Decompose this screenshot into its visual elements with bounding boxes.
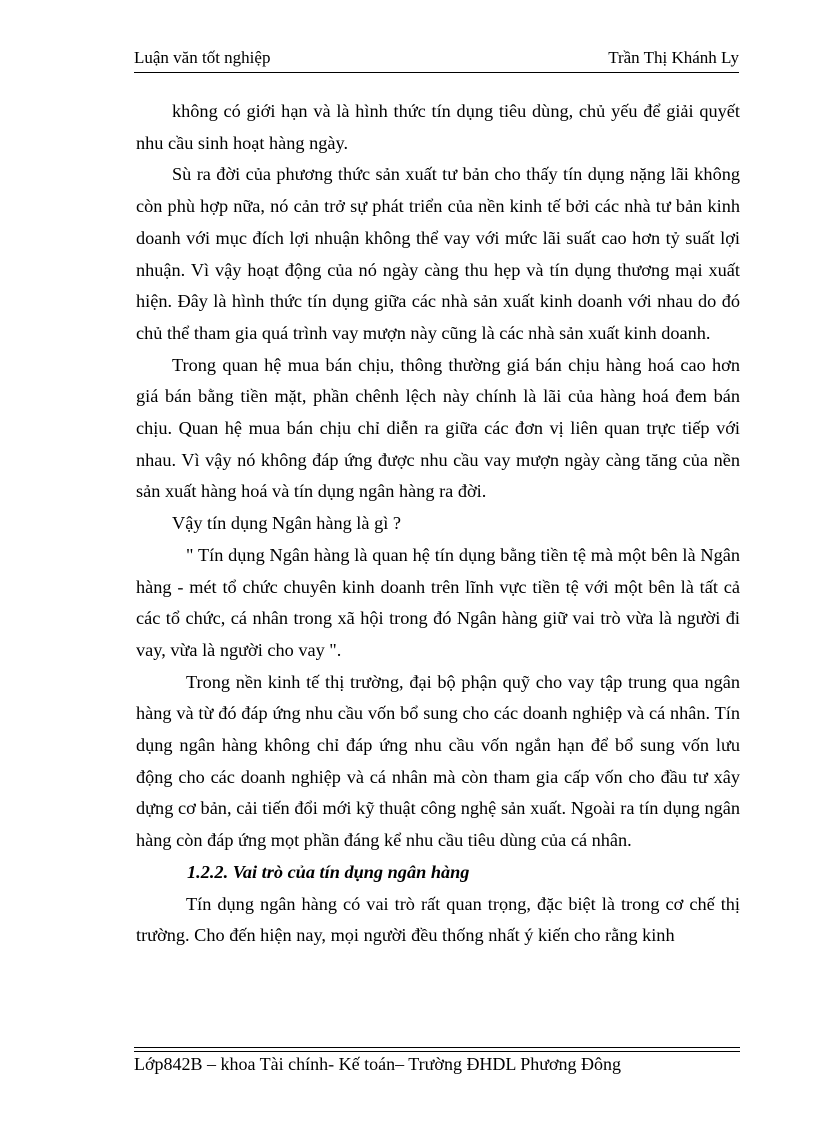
paragraph-5: Trong nền kinh tế thị trường, đại bộ phận quỹ cho vay tập trung qua ngân hàng và từ đó đáp ứng nhu cầu vốn bổ sung cho các doanh nghiệp và cá nhân. Tín dụng ngân hàng không chỉ đáp ứng nhu cầu vốn ngắn hạn để bổ sung vốn lưu động cho các doanh nghiệp và cá nhân mà còn tham gia cấp vốn cho đầu tư xây dựng cơ bản, cải tiến đổi mới kỹ thuật công nghệ sản xuất. Ngoài ra tín dụng ngân hàng còn đáp ứng mọt phần đáng kể nhu cầu tiêu dùng của cá nhân. <box>136 671 740 851</box>
paragraph-2: Sù ra đời của phương thức sản xuất tư bản cho thấy tín dụng nặng lãi không còn phù hợp nữa, nó cản trở sự phát triển của nền kinh tế bởi các nhà tư bản kinh doanh với mục đích lợi nhuận không thể vay với mức lãi suất cao hơn tỷ suất lợi nhuận. Vì vậy hoạt động của nó ngày càng thu hẹp và tín dụng thương mại xuất hiện. Đây là hình thức tín dụng giữa các nhà sản xuất kinh doanh với nhau do đó chủ thể tham gia quá trình vay mượn này cũng là các nhà sản xuất kinh doanh. <box>136 164 740 343</box>
page-footer: Lớp842B – khoa Tài chính- Kế toán– Trường ĐHDL Phương Đông <box>134 1054 622 1074</box>
paragraph-question: Vậy tín dụng Ngân hàng là gì ? <box>172 513 401 534</box>
footer-divider-top <box>134 1047 740 1048</box>
section-heading: 1.2.2. Vai trò của tín dụng ngân hàng <box>187 861 470 882</box>
page-header <box>134 48 739 72</box>
header-thesis-label: Luận văn tốt nghiệp <box>134 48 271 67</box>
paragraph-definition-quote: " Tín dụng Ngân hàng là quan hệ tín dụng bằng tiền tệ mà một bên là Ngân hàng - mét tổ chức chuyên kinh doanh trên lĩnh vực tiền tệ với một bên là tất cả các tổ chức, cá nhân trong xã hội trong đó Ngân hàng giữ vai trò vừa là người đi vay, vừa là người cho vay ". <box>136 544 740 660</box>
paragraph-1: không có giới hạn và là hình thức tín dụng tiêu dùng, chủ yếu để giải quyết nhu cầu sinh hoạt hàng ngày. <box>136 101 740 153</box>
header-divider <box>134 72 739 73</box>
paragraph-6: Tín dụng ngân hàng có vai trò rất quan trọng, đặc biệt là trong cơ chế thị trường. Cho đến hiện nay, mọi người đều thống nhất ý kiến cho rằng kinh <box>136 893 740 946</box>
header-author-name: Trần Thị Khánh Ly <box>608 48 739 67</box>
paragraph-3: Trong quan hệ mua bán chịu, thông thường giá bán chịu hàng hoá cao hơn giá bán bằng tiền mặt, phần chênh lệch này chính là lãi của hàng hoá đem bán chịu. Quan hệ mua bán chịu chỉ diễn ra giữa các đơn vị liên quan trực tiếp với nhau. Vì vậy nó không đáp ứng được nhu cầu vay mượn ngày càng tăng của nền sản xuất hàng hoá và tín dụng ngân hàng ra đời. <box>136 354 740 502</box>
footer-divider-bottom <box>134 1051 740 1052</box>
document-body <box>136 96 740 952</box>
